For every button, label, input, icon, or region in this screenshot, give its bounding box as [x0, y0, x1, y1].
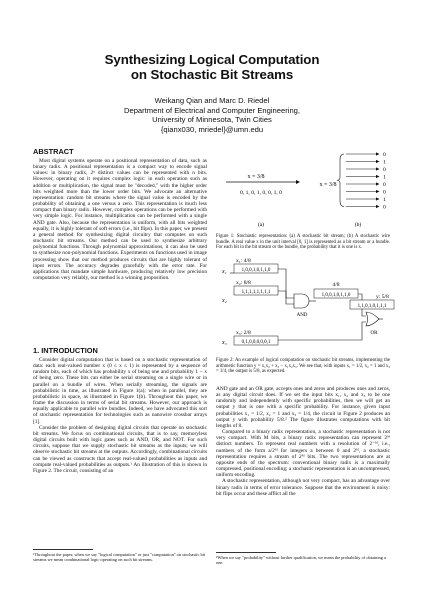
figure-1-caption: Figure 1: Stochastic representation: (a) A stochastic bit stream; (b) A stochastic wire bundle. A real value x in the unit interval [0, 1] is represented as a bit stream or a bundle. For each bit in the bit stream or the bundle, the probability that it is one is x. — [216, 234, 390, 251]
fig1b-value-label: x = 3/8 — [319, 182, 337, 188]
fig1b-wire-arrowhead — [376, 152, 380, 155]
footnote-rule-right — [216, 552, 276, 553]
introduction-body — [33, 357, 207, 474]
fig2-or-gate — [366, 312, 379, 326]
fig2-and-label: AND — [296, 313, 308, 318]
figure-2-caption: Figure 2: An example of logical computation on stochastic bit streams, implementing the arithmetic function y = x₁x₂ + x₃ − x₁x₂x₃. We see that, with inputs x₁ = 1/2, x₂ = 1 and x₃ = 1/4, the output is 5/8, as expected. — [216, 358, 390, 375]
intro-paragraph-2: Consider the problem of designing digital circuits that operate on stochastic bit streams. We focus on combinational circuits, that is to say, memoryless digital circuits built with logic gates such as AND, OR, and NOT. For such circuits, suppose that we supply stochastic bit streams as the inputs; we will observe stochastic bit streams at the outputs. Accordingly, combinational circuits can be viewed as constructs that accept real-valued probabilities as inputs and compute real-valued probabilities as outputs.¹ An illustration of this is shown in Figure 2. The circuit, consisting of an — [33, 424, 207, 474]
fig1a-sublabel: (a) — [257, 222, 265, 228]
footnote-left: ¹Throughout the paper, when we say "logical computation" or just "computation" on stochastic bit streams we mean combinational logic operating on such bit streams. — [33, 552, 206, 563]
fig2-x3-name: x₃ — [222, 340, 227, 346]
footnote-right: ²When we say "probability" without further qualification, we mean the probability of obtaining a one. — [216, 555, 386, 566]
fig1a-bit-stream: 0, 1, 0, 1, 0, 0, 1, 0 — [240, 190, 282, 196]
figure-1-diagram — [216, 148, 396, 230]
fig1b-wire-arrowhead — [376, 205, 380, 208]
fig2-x2-wire — [278, 291, 294, 304]
author-block — [0, 96, 424, 134]
fig2-x3-bits: 0,1,0,0,0,0,0,1 — [241, 340, 271, 345]
fig2-x3-value-label: x₃: 2/8 — [236, 330, 251, 336]
author-email: {qianx030, mriedel}@umn.edu — [160, 124, 264, 134]
fig1b-wire-arrowhead — [376, 190, 380, 193]
author-names: Weikang Qian and Marc D. Riedel — [154, 96, 270, 105]
fig2-x2-value-label: x₂: 8/8 — [236, 280, 251, 286]
fig2-or-label: OR — [370, 331, 378, 336]
right-paragraph-1: AND gate and an OR gate, accepts ones and zeros and produces ones and zeros, as any digital circuit does. If we set the input bits x₁, x₂ and x₃ to be one randomly and independently with specific probabilities, then we will get an output y that is one with a specific probability. For instance, given input probabilities x₁ = 1/2, x₂ = 1 and x₃ = 1/4, the circuit in Figure 2 produces an output y with probability 5/8.² The figure illustrates computations with bit lengths of 8. — [216, 386, 390, 429]
fig1b-bundle-brace — [337, 154, 344, 207]
fig1b-bit-label: 1 — [383, 159, 386, 166]
fig1b-bit-label: 0 — [383, 204, 386, 211]
intro-paragraph-1: Consider digital computation that is based on a stochastic representation of data: each real-valued number x (0 ≤ x ≤ 1) is represented by a sequence of random bits, each of which has probability x of being one and probability 1 − x of being zero. These bits can either be serial streaming on a single wire or in parallel on a bundle of wires. When serially streaming, the signals are probabilistic in time, as illustrated in Figure 1(a); when in parallel, they are probabilistic in space, as illustrated in Figure 1(b). Throughout this paper, we frame the discussion in terms of serial bit streams. However, our approach is equally applicable to parallel wire bundles. Indeed, we have advocated this sort of stochastic representation for technologies such as nanowire crossbar arrays [1]. — [33, 357, 207, 425]
fig2-y-bits: 1,1,0,1,0,1,1,1 — [357, 304, 387, 309]
right-paragraph-2: Compared to a binary radix representation, a stochastic representation is not very compact. With M bits, a binary radix representation can represent 2ᴹ distinct numbers. To represent real numbers with a resolution of 2⁻ᴹ, i.e., numbers of the form a/2ᴹ for integers a between 0 and 2ᴹ, a stochastic representation requires a stream of 2ᴹ bits. The two representations are at opposite ends of the spectrum: conventional binary radix is a maximally compressed, positional encoding; a stochastic representation is an uncompressed, uniform encoding. — [216, 429, 390, 479]
fig2-mid-bits: 1,0,0,1,0,1,1,0 — [321, 293, 351, 298]
fig1b-bit-label: 0 — [383, 182, 386, 188]
paper-title-line-2: on Stochastic Bit Streams — [130, 67, 294, 82]
fig1b-wire-arrowhead — [376, 175, 380, 178]
fig1b-wire-arrowhead — [376, 182, 380, 185]
fig1b-bit-label: 1 — [383, 197, 386, 203]
abstract-heading: ABSTRACT — [33, 147, 74, 156]
fig1b-bit-label: 0 — [383, 152, 386, 158]
fig1b-bit-label: 0 — [383, 189, 386, 196]
fig2-x1-name: x₁ — [222, 269, 227, 275]
abstract-body — [33, 158, 207, 281]
fig2-x3-wire — [278, 322, 366, 340]
fig1b-sublabel: (b) — [354, 222, 362, 228]
fig2-x1-bits: 1,0,0,1,0,1,1,0 — [241, 268, 271, 273]
footnote-rule-left — [33, 549, 93, 550]
fig1b-wire-bundle — [337, 152, 386, 211]
fig1a-arrowhead — [296, 180, 300, 184]
author-department: Department of Electrical and Computer Engineering, — [123, 105, 300, 115]
figure-2-diagram — [216, 254, 396, 354]
fig1b-wire-arrowhead — [376, 167, 380, 170]
fig1b-wire-arrowhead — [376, 197, 380, 200]
abstract-text: Most digital systems operate on a positional representation of data, such as binary radix. A positional representation is a compact way to encode signal values: in binary radix, 2ⁿ distinct values can be represented with n bits. However, operating on it requires complex logic: in each operation such as addition or multiplication, the signal must be "decoded," with the higher order bits weighted more than the lower order bits. We advocate an alternative representation: random bit streams where the signal value is encoded by the probability of obtaining a one versus a zero. This representation is much less compact than binary radix. However, complex operations can be performed with very simple logic. For instance, multiplication can be performed with a single AND gate. Also, because the representation is uniform, with all bits weighted equally, it is highly tolerant of soft errors (i.e., bit flips). In this paper, we present a general method for synthesizing digital circuitry that computes on such stochastic bit streams. Our method can be used to synthesize arbitrary polynomial functions. Through polynomial approximations, it can also be used to synthesize non-polynomial functions. Experiments on functions used in image processing show that our method produces circuits that are highly tolerant of input errors. The accuracy degrades gracefully with the error rate. For applications that mandate simple hardware, producing relatively low precision computation very reliably, our method is a winning proposition. — [33, 158, 207, 281]
right-paragraph-3: A stochastic representation, although not very compact, has an advantage over binary radix in terms of error tolerance. Suppose that the environment is noisy: bit flips occur and these afflict all the — [216, 478, 390, 497]
fig1a-value-label: x = 3/8 — [247, 174, 265, 180]
fig2-x2-bits: 1,1,1,1,1,1,1,1 — [241, 290, 271, 295]
fig2-x1-value-label: x₁: 4/8 — [236, 258, 251, 264]
author-university: University of Minnesota, Twin Cities — [152, 115, 272, 125]
paper-title-line-1: Synthesizing Logical Computation — [104, 52, 320, 67]
fig1b-wire-arrowhead — [376, 160, 380, 163]
fig1b-bit-label: 0 — [383, 167, 386, 173]
fig2-and-gate — [294, 294, 309, 308]
introduction-heading: 1. INTRODUCTION — [33, 346, 98, 355]
fig2-x2-name: x₂ — [222, 298, 227, 304]
right-column-body — [216, 386, 390, 497]
fig1b-bit-label: 1 — [383, 174, 386, 181]
fig2-y-value-label: y: 5/8 — [376, 294, 389, 300]
fig2-mid-value-label: 4/8 — [332, 282, 340, 288]
